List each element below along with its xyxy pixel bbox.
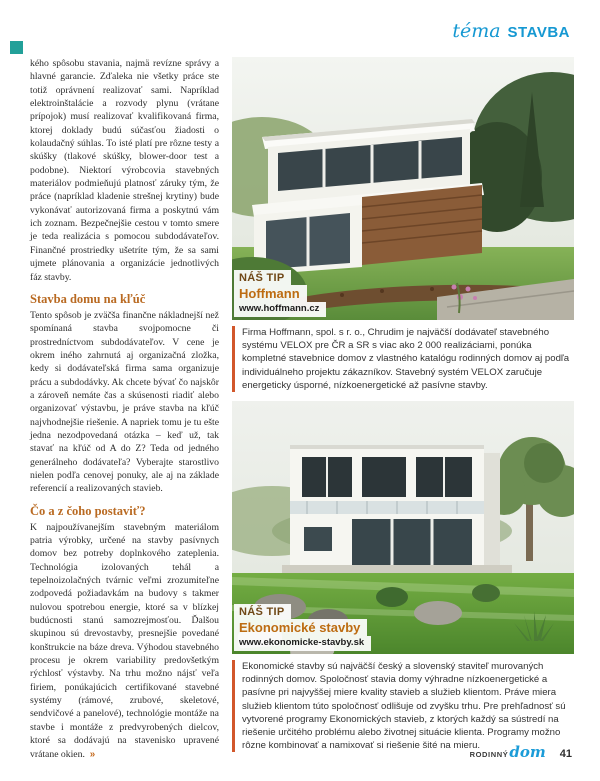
section-marker-square	[10, 41, 23, 54]
article-paragraph-3	[30, 521, 219, 761]
tip-company-name: Ekonomické stavby	[234, 619, 367, 636]
footer-brand-dom: dom	[509, 743, 546, 761]
page-number: 41	[559, 748, 572, 760]
photo-column	[232, 57, 574, 761]
page-header	[452, 20, 570, 42]
tip-company-url: www.hoffmann.cz	[234, 302, 326, 317]
tip-overlay-hoffmann	[234, 270, 326, 317]
page-content	[30, 57, 574, 761]
header-tema-label: téma	[452, 20, 501, 42]
tip-badge: NÁŠ TIP	[234, 270, 291, 285]
footer-brand-rodinny: RODINNÝ	[469, 750, 509, 759]
header-stavba-label: STAVBA	[507, 24, 570, 41]
article-paragraph-3-text: K najpoužívanejším stavebným materiálom patria výrobky, určené na stavby pasívnych domov bez potreby doplnkového zateplenia. Technológia izolovaných tehál a tepelnoizolačných tvárnic veľmi zrozumiteľne zodpovedá požiadavkám na budovy s takmer nulovou spotrebou energie, ktoré sa v blízkej budúcnosti stanú samozrejmosťou. Ďalšou skupinou sú drevostavby, presnejšie povedané konštrukcie na báze dreva. Výhodou stavebného procesu je okrem variability predovšetkým rýchlosť výstavby. Na trhu možno nájsť veľa firiem, ponúkajúcich certifikované stavebné systémy (rámové, zrubové, skeletové, sendvičové a panelové), technológie montáže na stavbe i montáže z predvyrobených dielcov, ktoré sa dodávajú na stavenisko upravené vrátane okien.	[30, 521, 219, 760]
page-footer	[470, 743, 572, 761]
section-heading-stavba-domu: Stavba domu na kľúč	[30, 291, 146, 306]
house-photo-hoffmann	[232, 57, 574, 320]
article-paragraph-2: Tento spôsob je zväčša finančne nákladnejší než spomínaná stavba svojpomocne či prostredníctvom subdodávateľov. V cene je okrem iného zahrnutá aj organizačná zložka, kedy si dodávateľská firma sama organizuje prácu a subdodávky. Ak chcete bývať čo najskôr a zároveň nemáte čas a skúsenosti riadiť alebo organizovať výstavbu, je práve stavba na kľúč najvhodnejšie riešenie. A napriek tomu je tu ešte jedna nezodpovedaná otázka – keď už, tak stavať na kľúč od A do Z? Teda od jedného generálneho dodávateľa? Vyberajte starostlivo nielen podľa cenovej ponuky, ale aj na základe referencií a realizovaných stavieb.	[30, 309, 219, 495]
article-paragraph-1: kého spôsobu stavania, najmä revízne správy a hlavné garancie. Zďaleka nie všetky práce ste totiž oprávnení realizovať sami. Napríklad elektroinštalácie a rozvody plynu (vrátane prípojok) musí realizovať kvalifikovaná firma, ktorej doklady budú súčasťou žiadosti o kolaudačný súhlas. To isté platí pre rôzne testy a skúšky (tlakové skúšky, blower-door test a podobne). Niektorí výrobcovia stavebných materiálov podmieňujú platnosť záruky tým, že práce (napríklad kladenie strešnej krytiny) bude vykonávať autorizovaná firma a poskytnú vám ich zoznam. Bezpečnejšie cestou v tomto smere je teda realizácia s pomocou subdodávateľov. Finančné prostriedky ušetríte tým, že sa sami ujmete plánovania a organizácie jednotlivých fáz stavby.	[30, 58, 219, 283]
continuation-arrow-icon: »	[89, 748, 96, 760]
caption-ekonomicke: Ekonomické stavby sú najväčší český a slovenský staviteľ murovaných rodinných domov. Spoločnosť stavia domy výhradne nízkoenergetické a pasívne pri najvyššej miere kvality stavieb a služieb klientom. Práve miera služieb klientom túto spoločnosť odlišuje od zvyšku trhu. Pre prehľadnosť sú vytvorené programy Ekonomických stavieb, z ktorých každý sa sústredí na riešenie určitého problému alebo životnej situácie klienta. Programy možno rôzne kombinovať a namixovať si riešenie šité na mieru.	[232, 660, 574, 752]
tip-overlay-ekonomicke	[234, 604, 371, 651]
article-column	[30, 57, 219, 761]
section-heading-co-postavit: Čo a z čoho postaviť?	[30, 503, 146, 518]
caption-hoffmann: Firma Hoffmann, spol. s r. o., Chrudim je najväčší dodávateľ stavebného systému VELOX pre ČR a SR s viac ako 2 000 realizáciami, ponúka kompletné stavebnice domov z vlastného katalógu rodinných domov aj podľa individuálneho projektu zákazníkov. Stavebný systém VELOX zaručuje energeticky úsporné, nízkoenergetické až pasívne stavby.	[232, 326, 574, 392]
house-photo-ekonomicke	[232, 401, 574, 654]
tip-badge: NÁŠ TIP	[234, 604, 291, 619]
tip-company-name: Hoffmann	[234, 285, 307, 302]
tip-company-url: www.ekonomicke-stavby.sk	[234, 636, 371, 651]
